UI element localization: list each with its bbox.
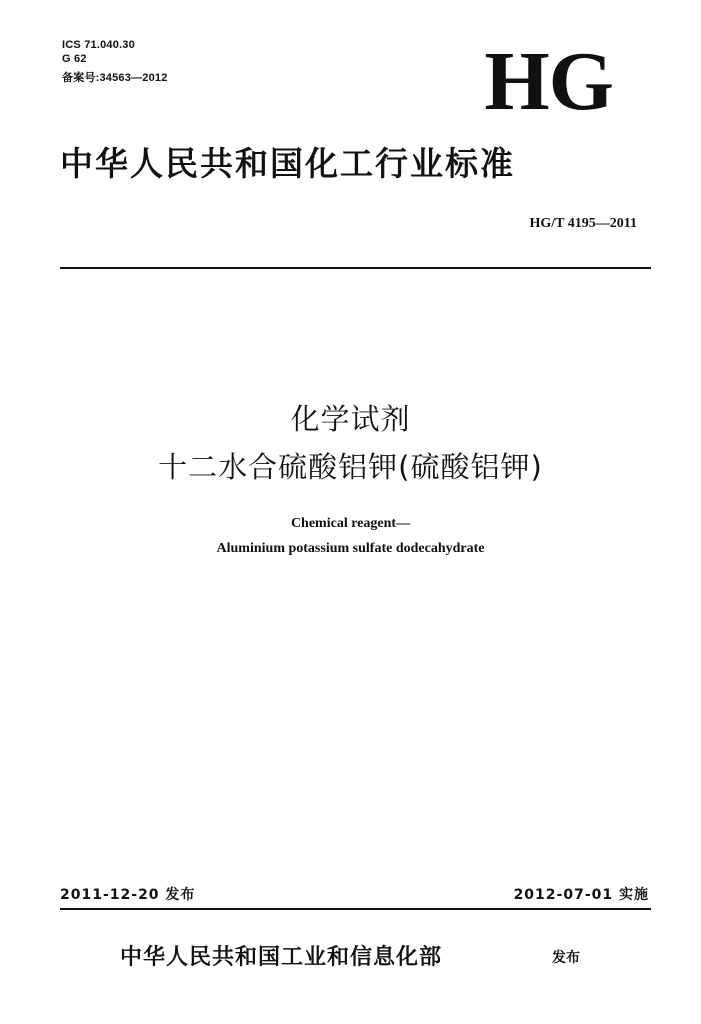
- standard-title: 中华人民共和国化工行业标准: [60, 144, 515, 183]
- implementation-date: 2012-07-01 实施: [513, 887, 649, 903]
- issue-date: 2011-12-20 发布: [60, 887, 196, 903]
- classification-code: G 62: [62, 53, 87, 65]
- hg-logo: HG: [484, 35, 613, 128]
- ics-code: ICS 71.040.30: [62, 39, 135, 51]
- top-divider: [60, 267, 651, 269]
- chinese-title-line-1: 化学试剂: [290, 402, 411, 436]
- english-title-line-1: Chemical reagent—: [290, 516, 411, 531]
- english-title-line-2: Aluminium potassium sulfate dodecahydrate: [216, 541, 485, 556]
- publisher-name: 中华人民共和国工业和信息化部: [120, 944, 443, 970]
- publisher-suffix: 发布: [552, 950, 580, 966]
- chinese-title-line-2: 十二水合硫酸铝钾(硫酸铝钾): [158, 450, 543, 484]
- bottom-divider: [60, 908, 651, 910]
- record-number: 备案号:34563—2012: [62, 72, 168, 84]
- standard-number: HG/T 4195—2011: [529, 216, 637, 231]
